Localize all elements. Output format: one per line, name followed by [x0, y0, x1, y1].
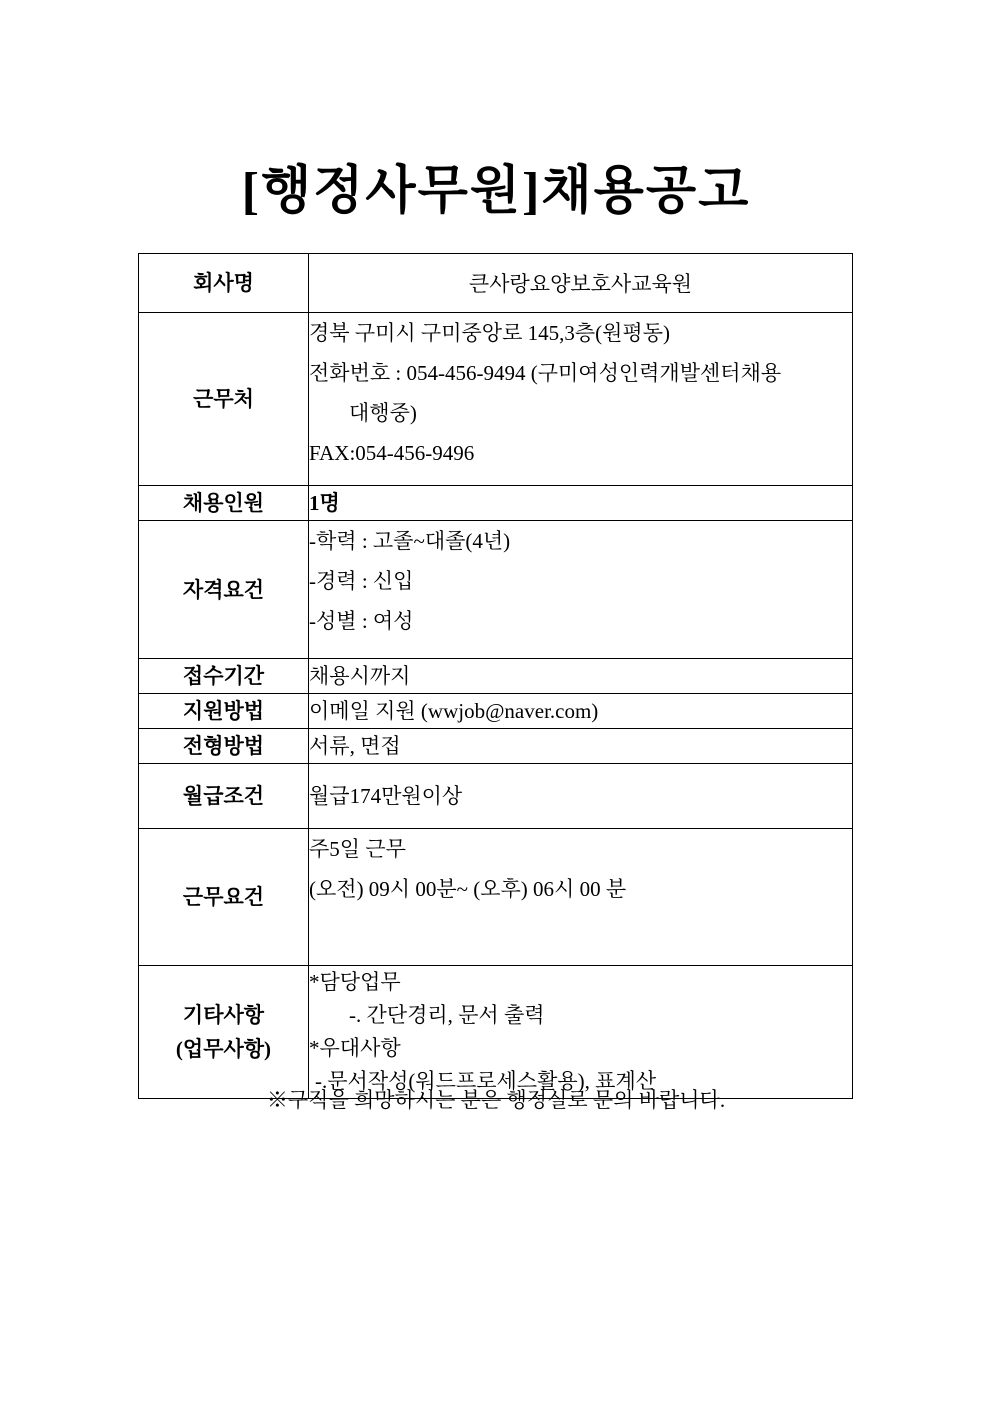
value-other-notes	[309, 966, 853, 1099]
label-selection-method: 전형방법	[139, 729, 309, 764]
label-application-method: 지원방법	[139, 694, 309, 729]
text-line: FAX:054-456-9496	[309, 441, 475, 465]
table-row-other-notes	[139, 966, 853, 1099]
value-hiring-count	[309, 486, 853, 521]
text-line: -.문서작성(워드프로세스활용), 표계산	[315, 1069, 657, 1093]
text-line: 경북 구미시 구미중앙로 145,3층(원평동)	[309, 321, 670, 345]
text-line: -학력 : 고졸~대졸(4년)	[309, 529, 511, 553]
table-row-salary	[139, 764, 853, 829]
label-line: (업무사항)	[175, 1037, 272, 1061]
value-application-method	[309, 694, 853, 729]
text-line: 주5일 근무	[309, 837, 406, 861]
text-line: -성별 : 여성	[309, 609, 414, 633]
table-row-selection-method	[139, 729, 853, 764]
label-qualifications: 자격요건	[139, 521, 309, 659]
text-line: (오전) 09시 00분~ (오후) 06시 00 분	[309, 877, 627, 901]
label-salary: 월급조건	[139, 764, 309, 829]
job-posting-table	[138, 253, 853, 1099]
text-line: 서류, 면접	[309, 734, 401, 758]
table-row-application-method	[139, 694, 853, 729]
text-line: 대행중)	[349, 401, 417, 425]
table-row-working-conditions	[139, 829, 853, 966]
table-row-qualifications	[139, 521, 853, 659]
text-line: 1명	[309, 491, 340, 515]
text-line: 채용시까지	[309, 664, 411, 688]
value-application-period	[309, 659, 853, 694]
text-line: 큰사랑요양보호사교육원	[468, 272, 693, 296]
text-line: 이메일 지원 (wwjob@naver.com)	[309, 699, 599, 723]
label-line: 기타사항	[182, 1003, 265, 1027]
text-line: *우대사항	[309, 1036, 401, 1060]
text-line: 월급174만원이상	[309, 784, 463, 808]
table-row-hiring-count	[139, 486, 853, 521]
text-line: 전화번호 : 054-456-9494 (구미여성인력개발센터채용	[309, 361, 782, 385]
text-line: -. 간단경리, 문서 출력	[349, 1003, 545, 1027]
value-selection-method	[309, 729, 853, 764]
label-hiring-count: 채용인원	[139, 486, 309, 521]
value-salary	[309, 764, 853, 829]
table-row-company-name	[139, 254, 853, 313]
label-working-conditions: 근무요건	[139, 829, 309, 966]
footer-note: ※구직을 희망하시는 분은 행정실로 문의 바랍니다.	[266, 1088, 726, 1112]
label-company-name: 회사명	[139, 254, 309, 313]
label-workplace: 근무처	[139, 313, 309, 486]
label-application-period: 접수기간	[139, 659, 309, 694]
page-title: [행정사무원]채용공고	[241, 163, 751, 220]
value-working-conditions	[309, 829, 853, 966]
value-qualifications	[309, 521, 853, 659]
value-workplace	[309, 313, 853, 486]
table-row-application-period	[139, 659, 853, 694]
text-line: *담당업무	[309, 970, 401, 994]
value-company-name	[309, 254, 853, 313]
table-row-workplace	[139, 313, 853, 486]
label-other-notes	[139, 966, 309, 1099]
text-line: -경력 : 신입	[309, 569, 414, 593]
